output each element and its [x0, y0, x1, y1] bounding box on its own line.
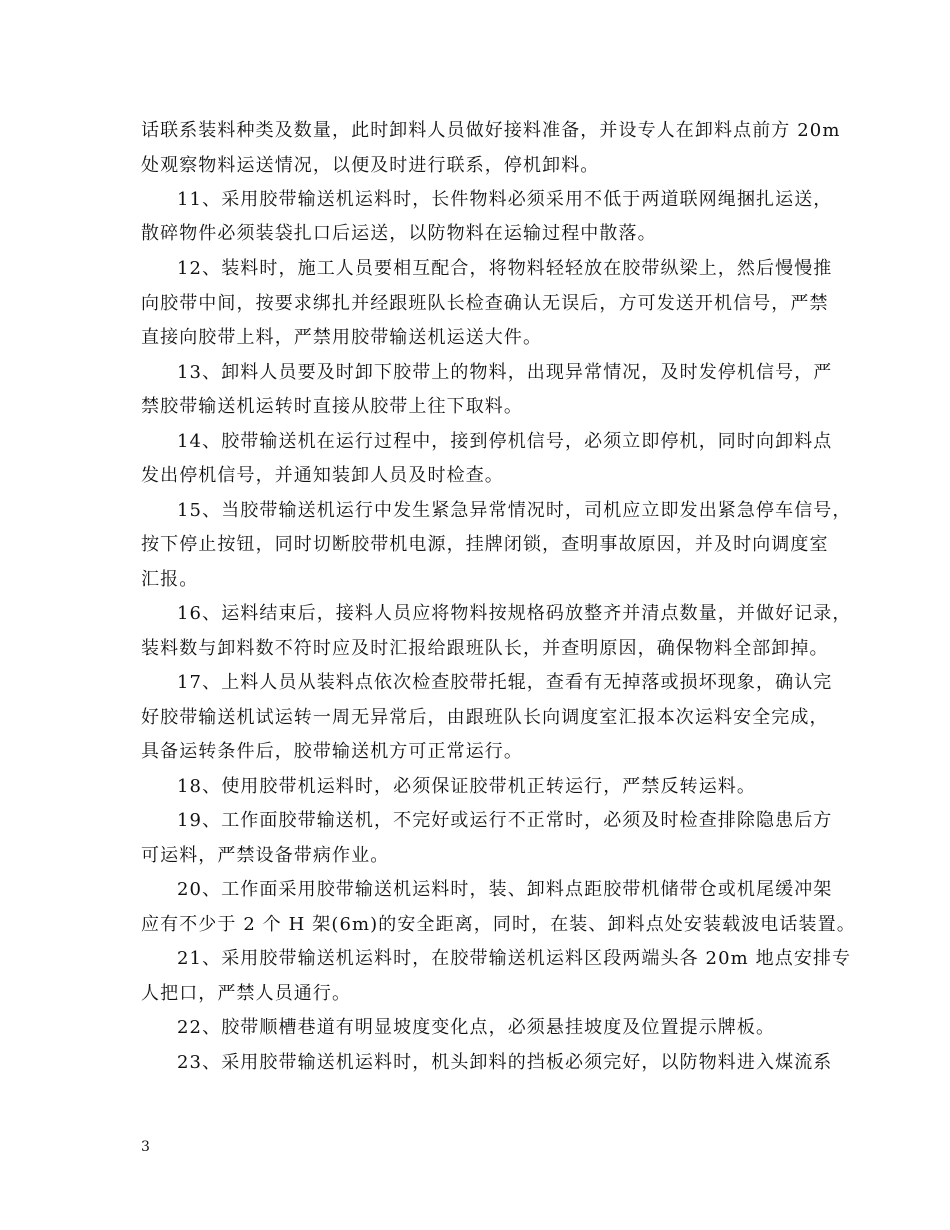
paragraph-11-start: 11、采用胶带输送机运料时，长件物料必须采用不低于两道联网绳捆扎运送， — [177, 189, 833, 210]
text-line: 好胶带输送机试运转一周无异常后，由跟班队长向调度室汇报本次运料安全完成， — [141, 707, 829, 728]
text-line: 人把口，严禁人员通行。 — [141, 983, 352, 1004]
paragraph-21-start: 21、采用胶带输送机运料时，在胶带输送机运料区段两端头各 20m 地点安排专 — [177, 948, 852, 969]
paragraph-19-start: 19、工作面胶带输送机，不完好或运行不正常时，必须及时检查排除隐患后方 — [177, 810, 833, 831]
paragraph-15-start: 15、当胶带输送机运行中发生紧急异常情况时，司机应立即发出紧急停车信号， — [177, 500, 852, 521]
text-line: 直接向胶带上料，严禁用胶带输送机运送大件。 — [141, 327, 543, 348]
text-line: 向胶带中间，按要求绑扎并经跟班队长检查确认无误后，方可发送开机信号，严禁 — [141, 293, 829, 314]
paragraph-17-start: 17、上料人员从装料点依次检查胶带托辊，查看有无掉落或损坏现象，确认完 — [177, 672, 833, 693]
text-line: 处观察物料运送情况，以便及时进行联系，停机卸料。 — [141, 155, 600, 176]
text-line: 具备运转条件后，胶带输送机方可正常运行。 — [141, 741, 523, 762]
text-line: 应有不少于 2 个 H 架(6m)的安全距离，同时，在装、卸料点处安装载波电话装置。 — [141, 914, 856, 935]
paragraph-20-start: 20、工作面采用胶带输送机运料时，装、卸料点距胶带机储带仓或机尾缓冲架 — [177, 879, 833, 900]
paragraph-16-start: 16、运料结束后，接料人员应将物料按规格码放整齐并清点数量，并做好记录， — [177, 603, 852, 624]
paragraph-18-start: 18、使用胶带机运料时，必须保证胶带机正转运行，严禁反转运料。 — [177, 776, 757, 797]
text-line: 按下停止按钮，同时切断胶带机电源，挂牌闭锁，查明事故原因，并及时向调度室 — [141, 534, 829, 555]
paragraph-14-start: 14、胶带输送机在运行过程中，接到停机信号，必须立即停机，同时向卸料点 — [177, 431, 833, 452]
paragraph-22-start: 22、胶带顺槽巷道有明显坡度变化点，必须悬挂坡度及位置提示牌板。 — [177, 1017, 776, 1038]
text-line: 话联系装料种类及数量，此时卸料人员做好接料准备，并设专人在卸料点前方 20m — [141, 120, 841, 141]
text-line: 装料数与卸料数不符时应及时汇报给跟班队长，并查明原因，确保物料全部卸掉。 — [141, 638, 829, 659]
paragraph-13-start: 13、卸料人员要及时卸下胶带上的物料，出现异常情况，及时发停机信号，严 — [177, 362, 833, 383]
paragraph-12-start: 12、装料时，施工人员要相互配合，将物料轻轻放在胶带纵梁上，然后慢慢推 — [177, 258, 833, 279]
text-line: 可运料，严禁设备带病作业。 — [141, 845, 390, 866]
paragraph-23-start: 23、采用胶带输送机运料时，机头卸料的挡板必须完好，以防物料进入煤流系 — [177, 1052, 833, 1073]
text-line: 发出停机信号，并通知装卸人员及时检查。 — [141, 465, 504, 486]
page-number: 3 — [141, 1139, 150, 1155]
text-line: 禁胶带输送机运转时直接从胶带上往下取料。 — [141, 396, 523, 417]
text-line: 散碎物件必须装袋扎口后运送，以防物料在运输过程中散落。 — [141, 223, 657, 244]
text-line: 汇报。 — [141, 569, 199, 590]
